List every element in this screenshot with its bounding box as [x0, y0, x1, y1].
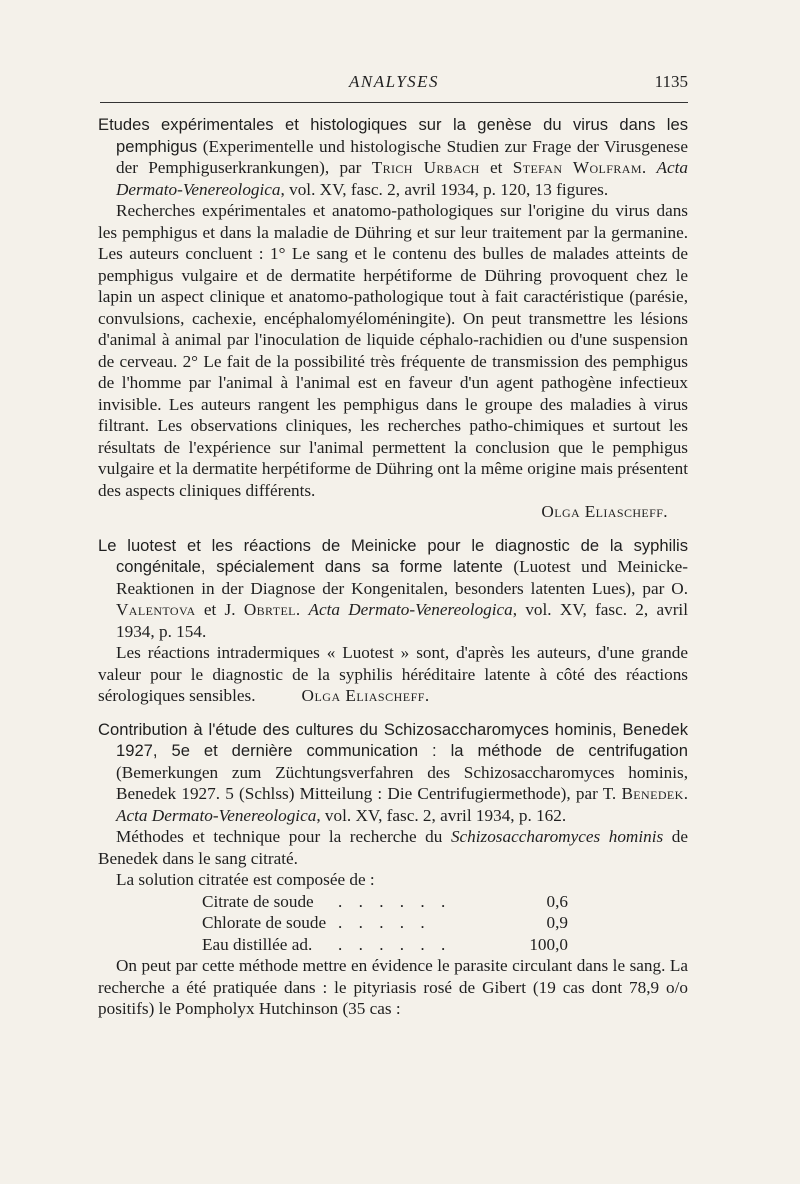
abstract-3-subtitle: (Bemerkungen zum Züchtungsverfahren des Schizosaccharomyces hominis, Benedek 1927. 5 (Schlss) Mitteilung : Die Centrifugiermethode), par T. — [116, 762, 688, 803]
abstract-3-journal: Acta Dermato-Venereologica — [116, 805, 317, 825]
abstract-1-subtitle: (Experimentelle und histologische Studien zur Frage der Virusgenese der Pemphiguserkrankungen), par — [116, 136, 688, 177]
abstract-2-subtitle: (Luotest und Meinicke-Reaktionen in der Diagnose der Kongenitalen, besonders latenten Lues), par O. — [116, 557, 688, 598]
abstract-3-body-1a: Méthodes et technique pour la recherche du — [116, 827, 451, 846]
abstract-3-body-3: On peut par cette méthode mettre en évidence le parasite circulant dans le sang. La recherche a été pratiquée dans : le pityriasis rosé de Gibert (19 cas dont 78,9 o/o positifs) le Pompholyx Hutchinson (35 cas : — [98, 956, 688, 1018]
dot-leader: . . . . . — [338, 913, 431, 932]
abstract-1-body: Recherches expérimentales et anatomo-pathologiques sur l'origine du virus dans les pemphigus et dans la maladie de Dühring et sur leur traitement par la germanine. Les auteurs concluent : 1° Le sang et le contenu des bulles de malades atteints de pemphigus vulgaire et de dermatite herpétiforme de Dühring provoquent chez le lapin un aspect clinique et anatomo-pathologique tout à fait caractéristique (parésie, convulsions, cachexie, encéphalomyéloméningite). On peut transmettre les lésions d'animal à animal par l'inoculation de liquide céphalo-rachidien ou d'une suspension de cerveau. 2° Le fait de la possibilité très fréquente de transmission des pemphigus de l'homme par l'animal à l'animal est en faveur d'un agent pathogène infectieux invisible. Les auteurs rangent les pemphigus dans le groupe des maladies à virus filtrant. Les observations cliniques, les recherches patho-chimiques et surtout les résultats de l'expérience sur l'animal permettent la conclusion que le pemphigus vulgaire et la dermatite herpétiforme de Dühring ont la même origine mais présentent des aspects cliniques différents. — [98, 201, 688, 500]
abstract-2-journal: Acta Dermato-Venereologica — [308, 600, 513, 619]
abstract-3-sep: . — [683, 784, 688, 803]
component-name: Chlorate de soude — [202, 913, 327, 932]
abstract-1-journal: Acta Dermato-Venereologica — [116, 158, 689, 199]
component-name: Citrate de soude — [202, 891, 314, 911]
table-row — [202, 934, 568, 956]
table-row — [202, 912, 568, 934]
abstract-2-conj: et J. — [195, 600, 244, 619]
abstract-2-body-text: Les réactions intradermiques « Luotest » sont, d'après les auteurs, d'une grande valeur pour le diagnostic de la syphilis héréditaire latente à côté des réactions sérologiques sensibles. — [98, 643, 688, 705]
abstract-2-sep: . — [295, 600, 309, 619]
composition-table — [202, 891, 568, 956]
component-name: Eau distillée ad. — [202, 934, 313, 954]
table-row — [202, 891, 568, 913]
abstract-3-body-1 — [98, 826, 688, 869]
component-value: 0,9 — [546, 913, 568, 932]
page-content — [98, 114, 688, 1020]
abstract-3-body-2: La solution citratée est composée de : — [116, 870, 375, 889]
abstract-1-citation: , vol. XV, fasc. 2, avril 1934, p. 120, 13 figures. — [280, 179, 609, 199]
section-title: ANALYSES — [348, 72, 440, 91]
abstract-2-citation: , vol. XV, fasc. 2, avril 1934, p. 154. — [116, 600, 688, 641]
abstract-1-author-1: Trich Urbach — [371, 158, 480, 177]
dot-leader: . . . . . . — [338, 934, 452, 954]
abstract-3-body-1b: de Benedek dans le sang citraté. — [98, 827, 688, 868]
abstract-2-heading — [98, 535, 688, 643]
abstract-1-heading — [98, 114, 688, 200]
dot-leader: . . . . . . — [338, 891, 452, 911]
header-rule — [100, 102, 688, 103]
abstract-1-author-2: Stefan Wolfram — [512, 158, 642, 177]
abstract-2-title: Le luotest et les réactions de Meinicke pour le diagnostic de la syphilis congénitale, spécialement dans sa forme latente — [98, 535, 688, 576]
abstract-2-signature: Olga Eliascheff. — [301, 686, 430, 705]
abstract-2-body — [98, 642, 688, 707]
running-head — [100, 72, 688, 96]
abstract-3-title: Contribution à l'étude des cultures du Schizosaccharomyces hominis, Benedek 1927, 5e et dernière communication : la méthode de centrifugation — [98, 719, 688, 760]
abstract-3-heading — [98, 719, 688, 827]
abstract-1-sep: . — [641, 158, 657, 177]
spacer — [98, 707, 688, 719]
abstract-3-citation: , vol. XV, fasc. 2, avril 1934, p. 162. — [316, 805, 567, 825]
component-value: 100,0 — [529, 934, 568, 954]
spacer — [98, 523, 688, 535]
abstract-1-conj: et — [479, 158, 513, 177]
abstract-2-author-1: Valentova — [116, 600, 196, 619]
abstract-1-signature: Olga Eliascheff. — [541, 502, 668, 521]
abstract-3-organism: Schizosaccharomyces hominis — [450, 827, 664, 846]
component-value: 0,6 — [546, 891, 568, 911]
page-number: 1135 — [654, 72, 688, 91]
abstract-2-author-2: Obrtel — [243, 600, 296, 619]
abstract-3-author-1: Benedek — [621, 784, 684, 803]
abstract-1-title: Etudes expérimentales et histologiques sur la genèse du virus dans les pemphigus — [98, 115, 688, 156]
